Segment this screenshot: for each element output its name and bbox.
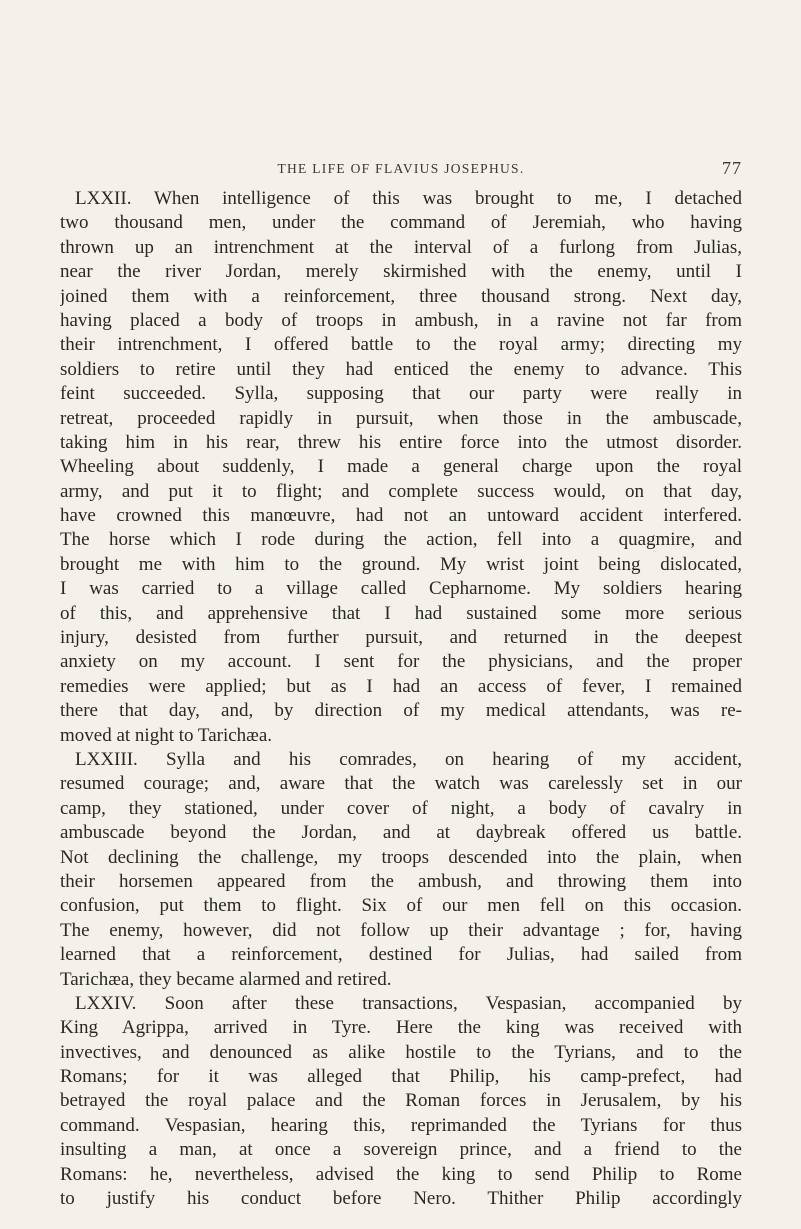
text-line: Wheeling about suddenly, I made a general charge upon the royal [60,456,742,478]
text-line: moved at night to Tarichæa. [60,724,273,746]
text-line: King Agrippa, arrived in Tyre. Here the king was received with [60,1017,742,1039]
text-line: Not declining the challenge, my troops descended into the plain, when [60,846,742,868]
text-line: Romans; for it was alleged that Philip, his camp-prefect, had [60,1066,742,1088]
body-text [60,187,742,1211]
text-line: I was carried to a village called Cepharnome. My soldiers hearing [60,578,742,600]
text-line: their intrenchment, I offered battle to the royal army; directing my [60,334,742,356]
text-line: Tarichæa, they became alarmed and retired. [60,968,392,990]
running-head [60,158,742,181]
text-line: injury, desisted from further pursuit, and returned in the deepest [60,627,742,649]
text-line: The enemy, however, did not follow up their advantage ; for, having [60,919,742,941]
running-title: THE LIFE OF FLAVIUS JOSEPHUS. [277,161,525,176]
text-line: ambuscade beyond the Jordan, and at daybreak offered us battle. [60,822,742,844]
text-line: invectives, and denounced as alike hostile to the Tyrians, and to the [60,1041,742,1063]
text-line: resumed courage; and, aware that the watch was carelessly set in our [60,773,742,795]
text-line: betrayed the royal palace and the Roman forces in Jerusalem, by his [60,1090,742,1112]
text-line: LXXII. When intelligence of this was brought to me, I detached [75,188,742,209]
text-line: there that day, and, by direction of my medical attendants, was re- [60,700,742,722]
text-line: to justify his conduct before Nero. Thither Philip accordingly [60,1188,742,1210]
text-line: LXXIII. Sylla and his comrades, on hearing of my accident, [75,748,742,770]
text-line: LXXIV. Soon after these transactions, Vespasian, accompanied by [75,992,742,1014]
text-line: feint succeeded. Sylla, supposing that our party were really in [60,383,742,405]
text-line: two thousand men, under the command of Jeremiah, who having [60,212,742,234]
text-line: retreat, proceeded rapidly in pursuit, when those in the ambuscade, [60,407,742,429]
text-line: joined them with a reinforcement, three thousand strong. Next day, [60,285,742,307]
text-line: soldiers to retire until they had enticed the enemy to advance. This [60,358,742,380]
text-line: brought me with him to the ground. My wrist joint being dislocated, [60,553,742,575]
text-line: anxiety on my account. I sent for the physicians, and the proper [60,651,742,673]
text-line: have crowned this manœuvre, had not an untoward accident interfered. [60,505,742,527]
text-line: The horse which I rode during the action, fell into a quagmire, and [60,529,742,551]
text-line: confusion, put them to flight. Six of our men fell on this occasion. [60,895,742,917]
text-line: thrown up an intrenchment at the interval of a furlong from Julias, [60,236,742,258]
text-line: learned that a reinforcement, destined for Julias, had sailed from [60,944,742,966]
text-line: near the river Jordan, merely skirmished with the enemy, until I [60,261,742,283]
text-line: camp, they stationed, under cover of night, a body of cavalry in [60,797,742,819]
text-line: army, and put it to flight; and complete success would, on that day, [60,480,742,502]
text-line: their horsemen appeared from the ambush, and throwing them into [60,870,742,892]
text-line: Romans: he, nevertheless, advised the king to send Philip to Rome [60,1163,742,1185]
text-line: having placed a body of troops in ambush, in a ravine not far from [60,309,742,331]
text-line: of this, and apprehensive that I had sustained some more serious [60,602,742,624]
text-line: command. Vespasian, hearing this, reprimanded the Tyrians for thus [60,1114,742,1136]
text-line: insulting a man, at once a sovereign prince, and a friend to the [60,1139,742,1161]
text-line: taking him in his rear, threw his entire force into the utmost disorder. [60,431,742,453]
text-line: remedies were applied; but as I had an access of fever, I remained [60,675,742,697]
page-number: 77 [722,158,742,178]
